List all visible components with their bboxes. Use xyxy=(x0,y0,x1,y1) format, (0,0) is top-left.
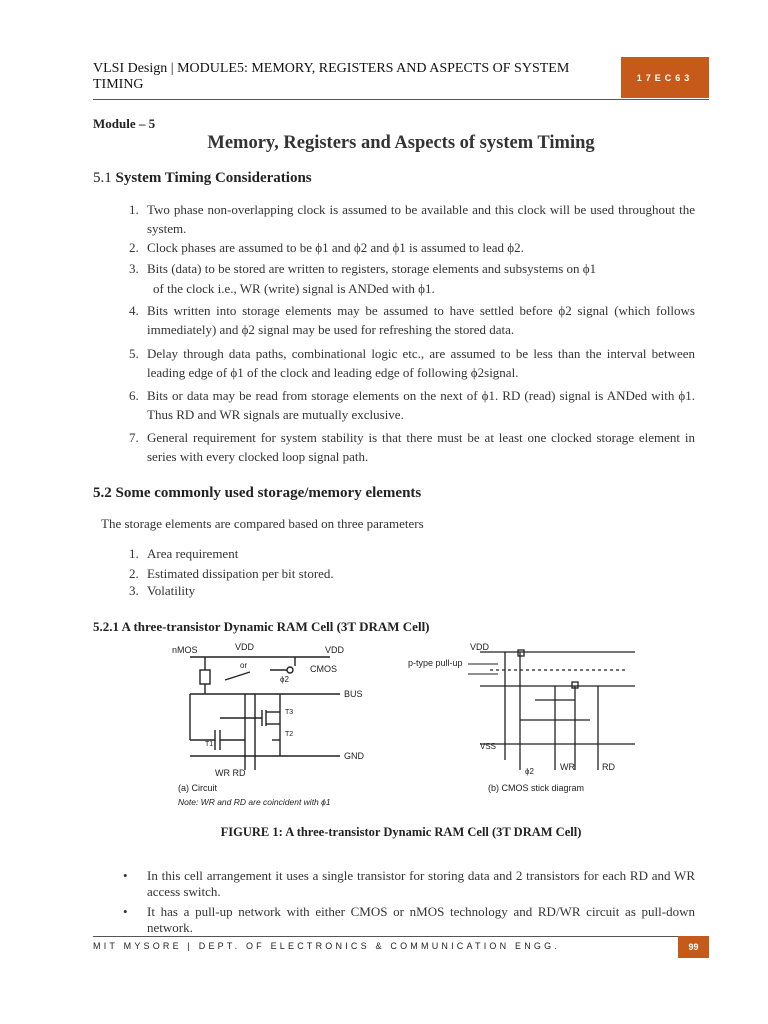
label-phi2-a: ϕ2 xyxy=(280,675,289,684)
label-ptype: p-type pull-up xyxy=(408,658,463,668)
label-note: Note: WR and RD are coincident with ϕ1 xyxy=(178,797,331,807)
list-text: Bits or data may be read from storage elements on the next of ϕ1. RD (read) signal is ANDed with ϕ1. Thus RD and WR signals are mutually exclusive. xyxy=(147,388,695,422)
list-number: 6. xyxy=(129,388,139,403)
list-item xyxy=(129,238,695,257)
list-number: 5. xyxy=(129,346,139,361)
bullet-dot: • xyxy=(123,868,128,883)
label-or: or xyxy=(240,661,248,670)
list-text: Clock phases are assumed to be ϕ1 and ϕ2 and ϕ1 is assumed to lead ϕ2. xyxy=(147,240,524,255)
page-number: 99 xyxy=(678,936,709,958)
list-number: 3. xyxy=(129,583,139,598)
list-item xyxy=(129,301,695,339)
label-nmos: nMOS xyxy=(172,645,198,655)
list-number: 3. xyxy=(129,261,139,276)
course-code-badge: 17EC63 xyxy=(621,57,709,98)
list-text: Bits written into storage elements may be assumed to have settled before ϕ2 signal (which follows immediately) and ϕ2 signal may be used for refreshing the stored data. xyxy=(147,303,695,337)
bullet-dot: • xyxy=(123,904,128,919)
list-item xyxy=(129,344,695,382)
list-item xyxy=(129,581,695,600)
list-number: 2. xyxy=(129,566,139,581)
label-stick: (b) CMOS stick diagram xyxy=(488,783,585,793)
label-cmos: CMOS xyxy=(310,664,337,674)
list-item xyxy=(123,904,695,936)
list-text: General requirement for system stability is that there must be at least one clocked storage element in series with every clocked loop signal path. xyxy=(147,430,695,464)
label-wr-rd: WR RD xyxy=(215,768,246,778)
label-vdd-b: VDD xyxy=(470,642,490,652)
label-vdd-a: VDD xyxy=(235,642,255,652)
list-text: Bits (data) to be stored are written to registers, storage elements and subsystems on ϕ1 xyxy=(147,261,597,276)
list-item xyxy=(129,544,695,563)
bullet-text: In this cell arrangement it uses a single transistor for storing data and 2 transistors for each RD and WR access switch. xyxy=(147,868,695,899)
label-t3: T3 xyxy=(285,709,294,716)
label-vss: VSS xyxy=(480,742,497,751)
list-text: Delay through data paths, combinational logic etc., are assumed to be less than the interval between leading edge of ϕ1 of the clock and leading edge of following ϕ2signal. xyxy=(147,346,695,380)
label-t1: T1 xyxy=(205,741,214,748)
list-text-continued: of the clock i.e., WR (write) signal is ANDed with ϕ1. xyxy=(153,281,435,296)
label-wr: WR xyxy=(560,762,575,772)
figure-caption: FIGURE 1: A three-transistor Dynamic RAM Cell (3T DRAM Cell) xyxy=(220,825,582,839)
module-label: Module – 5 xyxy=(93,116,156,131)
page-title: Memory, Registers and Aspects of system Timing xyxy=(207,133,595,153)
bullet-text: It has a pull-up network with either CMOS or nMOS technology and RD/WR circuit as pull-down network. xyxy=(147,904,695,935)
section-heading-5-1 xyxy=(93,170,312,187)
list-text: Two phase non-overlapping clock is assumed to be available and this clock will be used throughout the system. xyxy=(147,202,695,236)
label-circuit: (a) Circuit xyxy=(178,783,218,793)
dram-cell-figure xyxy=(170,640,640,810)
section-intro: The storage elements are compared based on three parameters xyxy=(101,516,424,531)
list-item xyxy=(129,386,695,424)
label-t2: T2 xyxy=(285,731,294,738)
header-title: VLSI Design | MODULE5: MEMORY, REGISTERS AND ASPECTS OF SYSTEM TIMING xyxy=(93,61,570,92)
list-item xyxy=(129,428,695,466)
list-item xyxy=(123,868,695,900)
label-phi2-b: ϕ2 xyxy=(525,767,534,776)
header-divider xyxy=(93,99,709,100)
list-number: 1. xyxy=(129,546,139,561)
list-item xyxy=(129,200,695,238)
list-item xyxy=(129,259,695,296)
section-title: System Timing Considerations xyxy=(115,170,312,186)
label-rd: RD xyxy=(602,762,615,772)
list-number: 1. xyxy=(129,202,139,217)
section-heading-5-2: 5.2 Some commonly used storage/memory elements xyxy=(93,485,422,501)
list-text: Area requirement xyxy=(147,546,239,561)
list-number: 7. xyxy=(129,430,139,445)
list-text: Estimated dissipation per bit stored. xyxy=(147,566,334,581)
list-text: Volatility xyxy=(147,583,196,598)
label-bus: BUS xyxy=(344,689,363,699)
subsection-heading: 5.2.1 A three-transistor Dynamic RAM Cell (3T DRAM Cell) xyxy=(93,619,430,634)
list-number: 2. xyxy=(129,240,139,255)
footer-divider xyxy=(93,936,709,937)
label-gnd: GND xyxy=(344,751,364,761)
footer-text: MIT MYSORE | DEPT. OF ELECTRONICS & COMMUNICATION ENGG. xyxy=(93,941,561,951)
label-vdd-a2: VDD xyxy=(325,645,345,655)
section-number: 5.1 xyxy=(93,170,112,186)
list-number: 4. xyxy=(129,303,139,318)
